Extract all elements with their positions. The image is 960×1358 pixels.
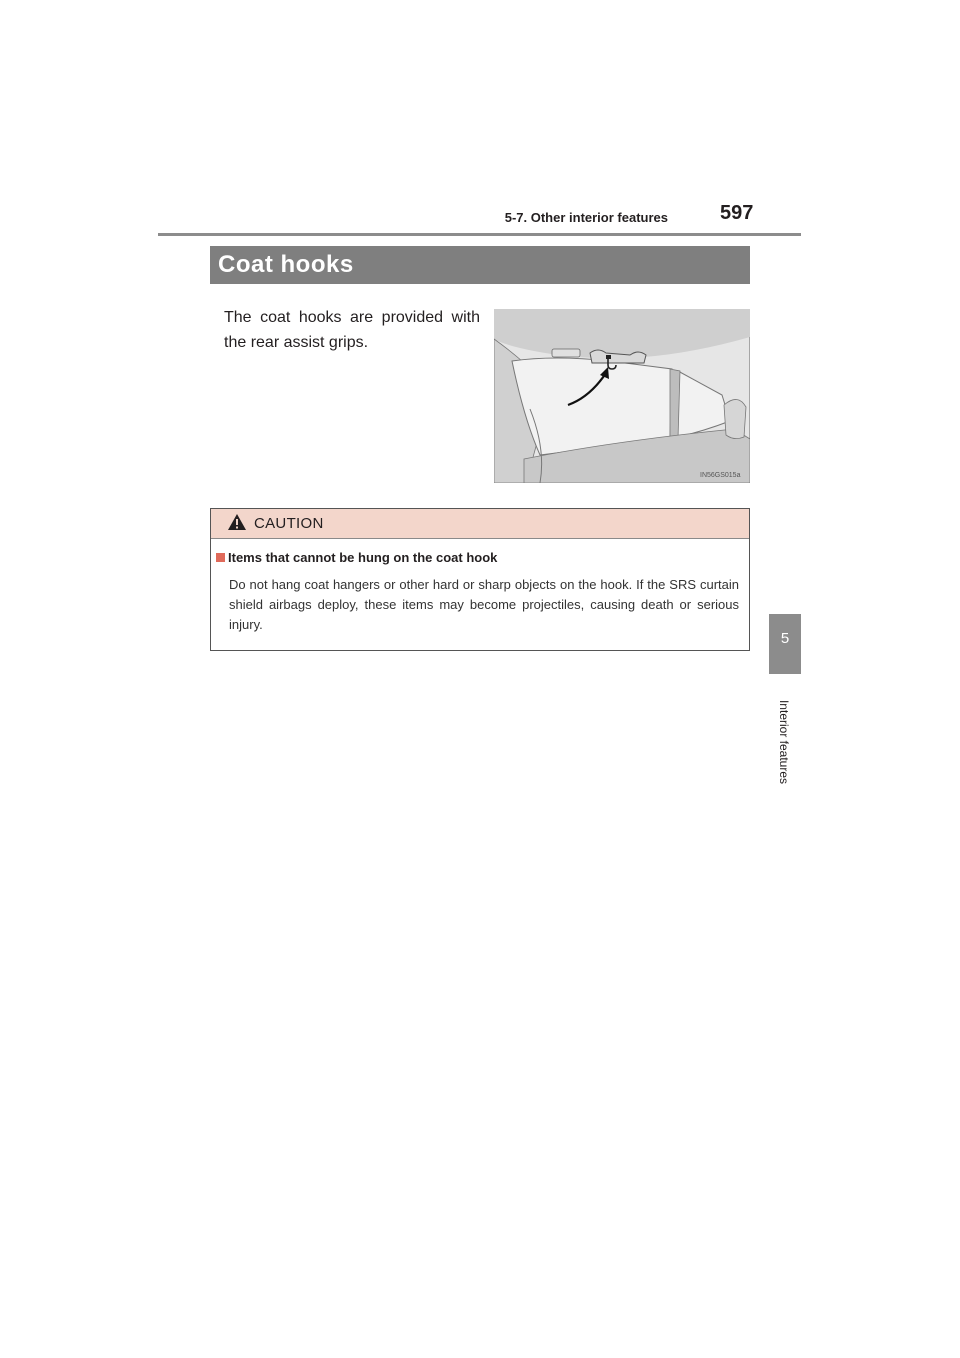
- caution-title: CAUTION: [254, 515, 324, 532]
- chapter-label: Interior features: [777, 699, 791, 785]
- caution-text: Do not hang coat hangers or other hard or sharp objects on the hook. If the SRS curtain shield airbags deploy, these items may become projectiles, causing death or serious injury.: [229, 577, 739, 632]
- caution-subheading: Items that cannot be hung on the coat hook: [228, 550, 498, 565]
- body-paragraph: The coat hooks are provided with the rear assist grips.: [224, 309, 480, 351]
- bullet-square-icon: [216, 553, 225, 562]
- warning-icon: [227, 513, 247, 531]
- illustration-code: IN56GS015a: [700, 472, 741, 479]
- section-title-bar: [210, 246, 750, 284]
- running-header-section: 5-7. Other interior features: [504, 210, 668, 225]
- caution-box: [210, 508, 750, 651]
- header-rule: [158, 233, 801, 236]
- chapter-number: 5: [780, 630, 790, 647]
- page-number: 597: [720, 202, 754, 224]
- chapter-tab: [769, 614, 801, 674]
- caution-header: [211, 509, 749, 539]
- coat-hook-illustration: [494, 309, 750, 483]
- section-title: Coat hooks: [218, 251, 354, 278]
